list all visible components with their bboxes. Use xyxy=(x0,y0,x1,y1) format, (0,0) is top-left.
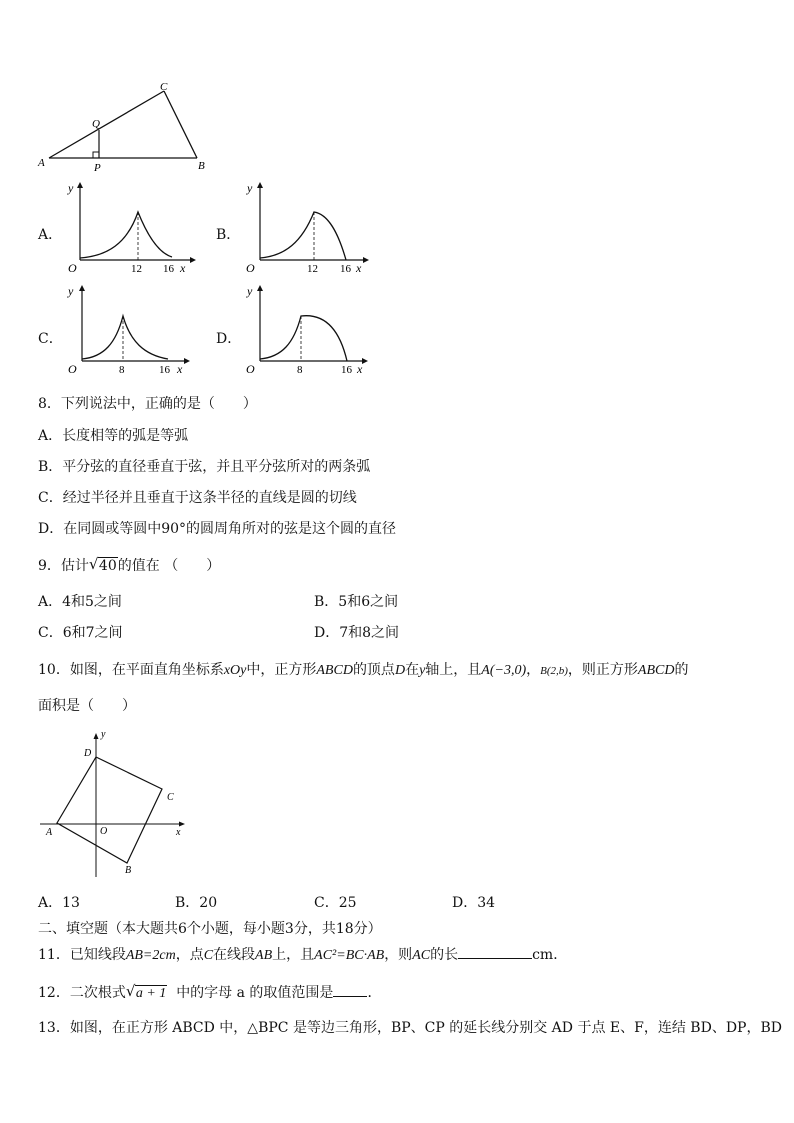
x-axis-label: x xyxy=(176,827,181,838)
vertex-d-label: D xyxy=(84,748,92,759)
q12-text: ． xyxy=(367,985,382,1001)
vertex-a-label: A xyxy=(46,827,53,838)
q12-text: 12．二次根式 xyxy=(38,985,126,1001)
origin-label: O xyxy=(246,261,255,275)
q10-math: ABCD xyxy=(316,663,353,678)
q11-math: AB=2cm xyxy=(125,948,176,963)
sqrt-expression xyxy=(126,984,167,1003)
q10-math: D xyxy=(394,663,406,678)
q11-text: ，则 xyxy=(384,947,413,963)
q10-math: xOy xyxy=(223,663,247,678)
q10-text: ， xyxy=(526,662,541,678)
q10-text: 中，正方形 xyxy=(246,662,317,678)
q7-option-d-graph xyxy=(240,283,370,378)
q11-text: 上，且 xyxy=(272,947,315,963)
q11-math: C xyxy=(203,948,214,963)
q10-option-b: B．20 xyxy=(175,895,218,911)
q10-text: 的 xyxy=(674,662,689,678)
q10-option-a: A．13 xyxy=(38,895,80,911)
q11-math: AB xyxy=(255,948,273,963)
q11-text: ，点 xyxy=(175,947,204,963)
q7-option-c-graph xyxy=(62,283,192,378)
q11-stem xyxy=(38,946,567,965)
y-axis-label: y xyxy=(68,181,74,195)
label-c: C xyxy=(160,81,168,93)
tick-label: 8 xyxy=(297,364,303,376)
x-axis-label: x xyxy=(357,362,363,376)
q9-stem xyxy=(38,557,220,575)
q10-math: y xyxy=(419,663,426,678)
q7-option-c-label: C． xyxy=(38,331,63,347)
q7-option-a-label: A． xyxy=(38,227,63,243)
q13-stem: 13．如图，在正方形 ABCD 中，△BPC 是等边三角形，BP、CP 的延长线分别交 AD 于点 E、F，连结 BD、DP，BD xyxy=(38,1020,782,1036)
q11-text: 11．已知线段 xyxy=(38,947,126,963)
vertex-b-label: B xyxy=(125,865,132,876)
tick-label: 16 xyxy=(159,364,170,376)
radical-sign-icon: √ xyxy=(88,555,99,573)
q10-text: 的顶点 xyxy=(352,662,395,678)
origin-label: O xyxy=(68,261,77,275)
y-axis-label: y xyxy=(68,284,74,298)
answer-blank[interactable] xyxy=(458,958,532,959)
y-axis-label: y xyxy=(247,284,253,298)
q9-suffix: 的值在 （ ） xyxy=(117,558,221,574)
tick-label: 16 xyxy=(340,263,351,275)
section-heading: 二、填空题（本大题共6个小题，每小题3分，共18分） xyxy=(38,921,382,937)
q10-math: B(2,b) xyxy=(540,665,568,677)
triangle-figure xyxy=(34,80,209,175)
q10-math: ABCD xyxy=(637,663,675,678)
x-axis-label: x xyxy=(180,261,186,275)
q11-math: AC xyxy=(412,948,431,963)
q12-stem xyxy=(38,984,381,1003)
vertex-c-label: C xyxy=(167,792,174,803)
tick-label: 12 xyxy=(307,263,318,275)
q11-text: 在线段 xyxy=(213,947,256,963)
origin-label: O xyxy=(246,362,255,376)
q9-prefix: 9．估计 xyxy=(38,558,89,574)
q7-option-b-graph xyxy=(240,180,370,275)
q12-text: 中的字母 a 的取值范围是 xyxy=(176,985,334,1001)
label-p: P xyxy=(94,162,101,174)
q10-text: 10．如图，在平面直角坐标系 xyxy=(38,662,224,678)
origin-label: O xyxy=(68,362,77,376)
q10-stem-line2: 面积是（ ） xyxy=(38,698,136,714)
tick-label: 12 xyxy=(131,263,142,275)
q10-text: 在 xyxy=(405,662,420,678)
square-coordinate-figure xyxy=(36,727,196,879)
q7-option-b-label: B． xyxy=(216,227,241,243)
q11-text: 的长 xyxy=(430,947,459,963)
q9-option-c: C．6和7之间 xyxy=(38,625,123,641)
label-q: Q xyxy=(92,118,100,130)
tick-label: 8 xyxy=(119,364,125,376)
q8-option-a: A．长度相等的弧是等弧 xyxy=(38,428,189,444)
sqrt-expression xyxy=(89,557,118,575)
q10-text: ，则正方形 xyxy=(567,662,638,678)
radical-sign-icon: √ xyxy=(125,982,136,1000)
q7-option-d-label: D． xyxy=(216,331,242,347)
q10-option-d: D．34 xyxy=(452,895,496,911)
radicand: a + 1 xyxy=(135,986,167,1001)
q10-text: 轴上，且 xyxy=(425,662,482,678)
x-axis-label: x xyxy=(356,261,362,275)
q7-option-a-graph xyxy=(62,180,197,275)
q11-math: AC²=BC·AB xyxy=(314,948,385,963)
q8-stem: 8．下列说法中，正确的是（ ） xyxy=(38,396,257,412)
q10-stem-line1 xyxy=(38,661,688,680)
q8-option-d: D．在同圆或等圆中90°的圆周角所对的弦是这个圆的直径 xyxy=(38,521,397,537)
q10-option-c: C．25 xyxy=(314,895,357,911)
x-axis-label: x xyxy=(177,362,183,376)
y-axis-label: y xyxy=(101,729,106,740)
origin-label: O xyxy=(100,826,108,837)
q9-option-a: A．4和5之间 xyxy=(38,594,122,610)
q8-option-b: B．平分弦的直径垂直于弦，并且平分弦所对的两条弧 xyxy=(38,459,371,475)
q9-option-d: D．7和8之间 xyxy=(314,625,400,641)
radicand: 40 xyxy=(98,558,117,574)
y-axis-label: y xyxy=(247,181,253,195)
q10-math: A(−3,0) xyxy=(481,663,527,678)
label-b: B xyxy=(198,160,205,172)
q9-option-b: B．5和6之间 xyxy=(314,594,399,610)
q11-text: cm． xyxy=(532,947,568,963)
label-a: A xyxy=(38,157,45,169)
tick-label: 16 xyxy=(341,364,352,376)
tick-label: 16 xyxy=(163,263,174,275)
answer-blank[interactable] xyxy=(333,996,367,997)
q8-option-c: C．经过半径并且垂直于这条半径的直线是圆的切线 xyxy=(38,490,357,506)
